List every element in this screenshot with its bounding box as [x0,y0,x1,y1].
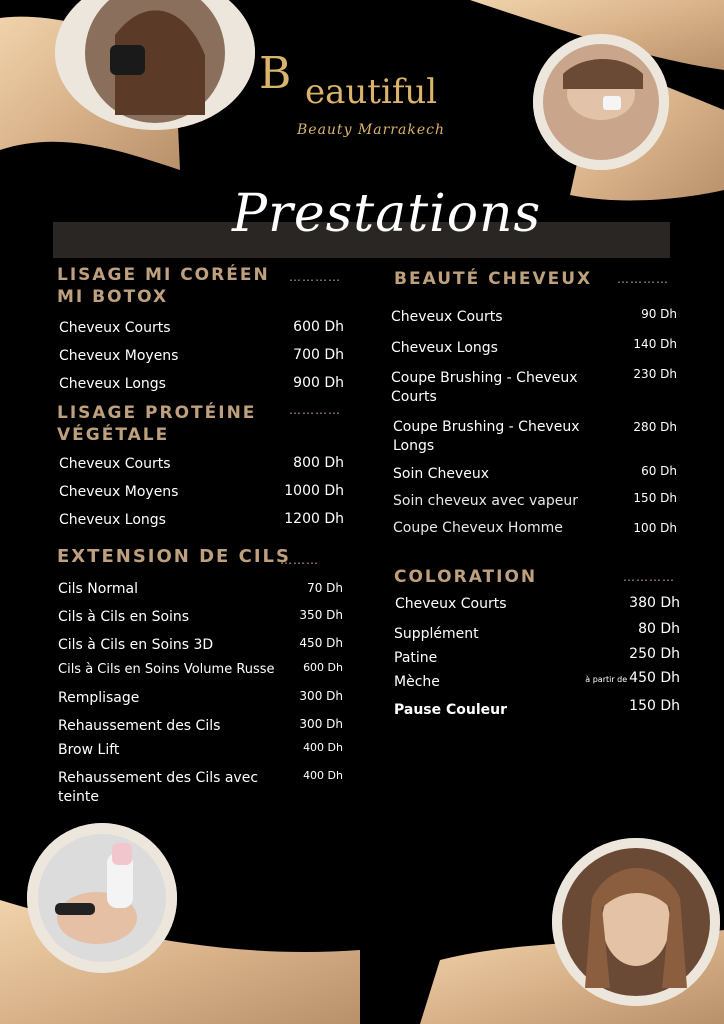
brand-name: eautiful [305,72,438,112]
service-price: 1000 Dh [284,483,344,499]
service-price: 230 Dh [633,367,677,381]
service-price: 70 Dh [307,581,343,595]
service-price: 400 Dh [303,769,343,782]
service-label: Cils Normal [58,581,138,597]
brand-initial: B [259,48,292,99]
service-label: Cheveux Courts [395,596,507,612]
service-label: Coupe Brushing - Cheveux Longs [393,419,580,454]
service-price: 600 Dh [303,661,343,674]
section-dots: ……… [280,553,319,567]
section-title-extension-cils: EXTENSION DE CILS [57,546,291,567]
service-price: 700 Dh [293,347,344,363]
service-price: 60 Dh [641,464,677,478]
service-label: Mèche [394,674,440,690]
service-label: Pause Couleur [394,702,508,718]
service-label: Patine [394,650,438,666]
service-label: Coupe Cheveux Homme [393,520,563,536]
service-price: 300 Dh [299,689,343,703]
service-label: Cheveux Moyens [59,348,179,364]
service-price: 100 Dh [633,521,677,535]
service-label: Cils à Cils en Soins 3D [58,637,214,653]
service-price: 800 Dh [293,455,344,471]
service-label: Brow Lift [58,742,120,758]
service-price: 450 Dh [299,636,343,650]
service-price: 140 Dh [633,337,677,351]
service-label: Coupe Brushing - Cheveux Courts [391,370,578,405]
page-title: Prestations [232,184,542,244]
service-price: 300 Dh [299,717,343,731]
service-price: 150 Dh [633,491,677,505]
service-price: 900 Dh [293,375,344,391]
service-price: 350 Dh [299,608,343,622]
service-label: Cheveux Moyens [59,484,179,500]
service-price: 250 Dh [629,646,680,662]
service-price: 600 Dh [293,319,344,335]
service-price: 1200 Dh [284,511,344,527]
service-price: 150 Dh [629,698,680,714]
model-portrait-photo [552,838,720,1006]
service-label: Cheveux Longs [59,376,166,392]
service-price: 450 Dh [629,670,680,686]
service-label: Soin cheveux avec vapeur [393,493,578,509]
service-price: 90 Dh [641,307,677,321]
service-label: Rehaussement des Cils avec teinte [58,770,259,805]
service-label: Cheveux Longs [391,340,498,356]
service-label: Rehaussement des Cils [58,718,221,734]
service-label: Cheveux Courts [59,456,171,472]
section-title-lisage-proteine: LISAGE PROTÉINE VÉGÉTALE [57,403,257,445]
service-label: Cils à Cils en Soins [58,609,190,625]
section-dots: ………… [289,270,341,284]
section-title-lisage-coreen: LISAGE MI CORÉEN MI BOTOX [57,265,270,307]
section-dots: ………… [289,403,341,417]
brand-logo [255,48,495,158]
service-label: Remplisage [58,690,140,706]
brand-subtitle: Beauty Marrakech [297,122,445,138]
section-dots: ………… [623,570,675,584]
service-label: Cheveux Longs [59,512,166,528]
service-price: 400 Dh [303,741,343,754]
section-title-beaute-cheveux: BEAUTÉ CHEVEUX [394,269,593,289]
facial-treatment-photo [533,34,669,170]
service-label: Supplément [394,626,479,642]
service-label: Cheveux Courts [391,309,503,325]
service-price: 280 Dh [633,420,677,434]
price-note: à partir de [585,675,628,684]
service-price-with-note [560,670,680,686]
service-price: 380 Dh [629,595,680,611]
section-dots: ………… [617,272,669,286]
section-title-coloration: COLORATION [394,567,538,587]
service-price: 80 Dh [638,621,680,637]
laser-treatment-photo [27,823,177,973]
service-label: Soin Cheveux [393,466,489,482]
service-label: Cheveux Courts [59,320,171,336]
service-label: Cils à Cils en Soins Volume Russe [58,662,275,677]
